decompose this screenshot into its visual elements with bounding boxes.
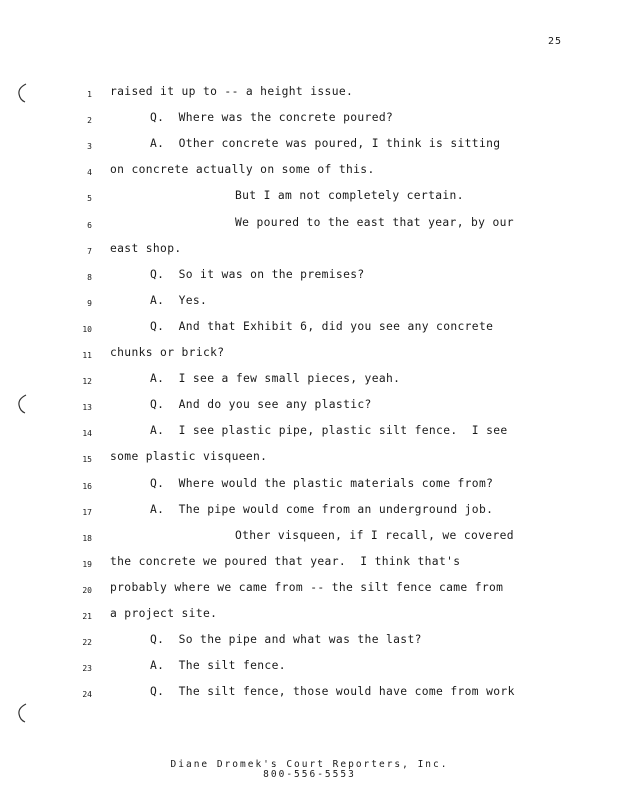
line-text: A. The pipe would come from an underground job. [150,502,494,516]
line-number: 15 [82,455,92,465]
line-number: 7 [87,246,92,256]
line-text: the concrete we poured that year. I think that's [110,554,461,568]
transcript-line [0,450,619,476]
line-number: 2 [87,116,92,126]
transcript-line [0,581,619,607]
line-number: 19 [82,559,92,569]
transcript-line [0,294,619,320]
transcript-line [0,216,619,242]
page-number: 25 [548,36,563,47]
transcript-line [0,424,619,450]
line-number: 17 [82,507,92,517]
transcript-line [0,268,619,294]
transcript-line [0,111,619,137]
transcript-line [0,503,619,529]
line-number: 22 [82,638,92,648]
line-number: 12 [82,377,92,387]
transcript-line [0,85,619,111]
line-text: Q. Where was the concrete poured? [150,111,394,125]
line-text: Q. Where would the plastic materials come from? [150,476,494,490]
transcript-line [0,163,619,189]
line-text: Q. So it was on the premises? [150,267,365,281]
line-text: east shop. [110,241,182,255]
transcript-line [0,477,619,503]
line-number: 18 [82,533,92,543]
line-number: 1 [87,90,92,99]
line-number: 21 [82,612,92,621]
transcript-line [0,242,619,268]
transcript-line [0,346,619,372]
line-text: a project site. [110,607,218,620]
transcript-line [0,137,619,163]
footer-company: Diane Dromek's Court Reporters, Inc. [170,759,449,770]
footer-phone: 800-556-5553 [263,769,356,780]
transcript-line [0,659,619,685]
transcript-line [0,529,619,555]
transcript-line [0,607,619,633]
line-number: 9 [87,298,92,308]
line-text: A. The silt fence. [150,659,286,673]
line-text: Q. The silt fence, those would have come from work [150,685,515,699]
transcript-line [0,398,619,424]
line-number: 4 [87,168,92,178]
line-number: 6 [87,220,92,230]
line-number: 14 [82,429,92,439]
line-number: 20 [82,585,92,595]
transcript-line [0,372,619,398]
line-number: 3 [87,142,92,152]
line-number: 24 [82,690,92,700]
line-text: We poured to the east that year, by our [235,215,514,229]
line-text: Q. So the pipe and what was the last? [150,633,422,647]
transcript-line [0,555,619,581]
line-text: Q. And do you see any plastic? [150,398,372,412]
line-text: raised it up to -- a height issue. [110,85,354,98]
transcript-line [0,189,619,215]
line-text: probably where we came from -- the silt fence came from [110,580,504,594]
transcript-line [0,320,619,346]
line-number: 8 [87,272,92,282]
line-text: some plastic visqueen. [110,450,268,464]
line-number: 23 [82,664,92,674]
line-text: A. I see a few small pieces, yeah. [150,372,401,386]
line-text: on concrete actually on some of this. [110,163,375,177]
line-text: A. I see plastic pipe, plastic silt fence. I see [150,424,508,438]
line-text: But I am not completely certain. [235,189,464,203]
line-text: A. Yes. [150,293,208,307]
line-number: 10 [82,324,92,334]
line-number: 5 [87,194,92,204]
line-number: 11 [82,351,92,360]
line-text: A. Other concrete was poured, I think is sitting [150,137,501,151]
line-text: chunks or brick? [110,346,225,359]
line-text: Other visqueen, if I recall, we covered [235,528,514,542]
transcript-line [0,685,619,711]
transcript-line [0,633,619,659]
line-number: 16 [82,481,92,491]
line-text: Q. And that Exhibit 6, did you see any concrete [150,319,494,333]
line-number: 13 [82,403,92,413]
